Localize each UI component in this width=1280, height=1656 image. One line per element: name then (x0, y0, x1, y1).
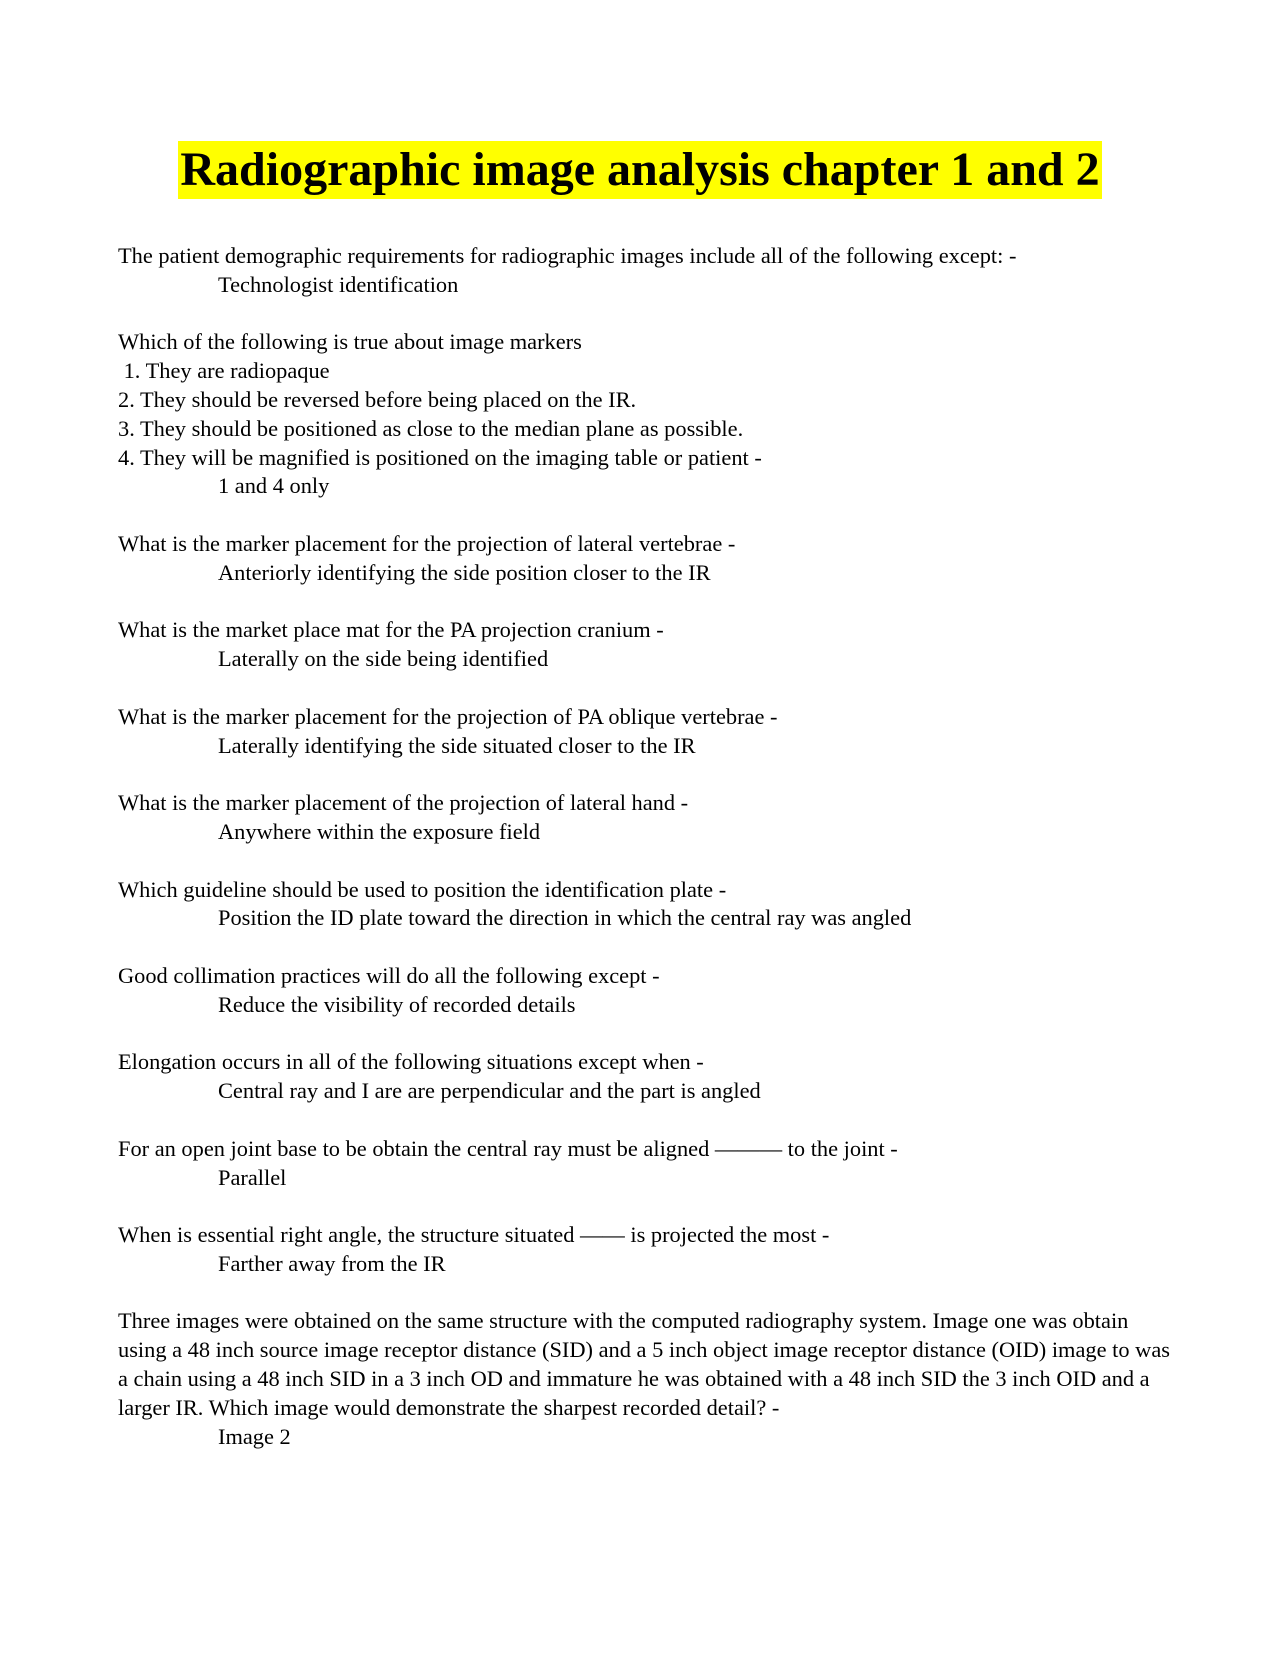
title-container (0, 141, 1280, 199)
question-line: What is the marker placement of the projection of lateral hand - (118, 790, 689, 816)
qa-item (118, 1221, 1178, 1279)
question (118, 1221, 1178, 1250)
question-line: What is the marker placement for the projection of PA oblique vertebrae - (118, 703, 778, 729)
question (118, 328, 1178, 472)
question-line: Good collimation practices will do all the following except - (118, 962, 660, 988)
question (118, 530, 1178, 559)
question (118, 1307, 1178, 1422)
question (118, 616, 1178, 645)
qa-item (118, 703, 1178, 761)
qa-item (118, 789, 1178, 847)
question-line: When is essential right angle, the structure situated —— is projected the most - (118, 1222, 830, 1248)
qa-item (118, 1048, 1178, 1106)
question-line: 1. They are radiopaque (118, 358, 330, 384)
question (118, 876, 1178, 905)
qa-item (118, 1135, 1178, 1193)
qa-item (118, 962, 1178, 1020)
answer: Anteriorly identifying the side position closer to the IR (218, 559, 711, 585)
answer: Position the ID plate toward the direction in which the central ray was angled (218, 905, 912, 931)
qa-item (118, 876, 1178, 934)
qa-item (118, 242, 1178, 300)
question (118, 1135, 1178, 1164)
answer: Image 2 (218, 1423, 291, 1449)
answer: Parallel (218, 1164, 287, 1190)
question (118, 789, 1178, 818)
qa-item (118, 530, 1178, 588)
answer: Central ray and I are are perpendicular and the part is angled (218, 1078, 761, 1104)
question-line: Elongation occurs in all of the following situations except when - (118, 1049, 704, 1075)
question-line: For an open joint base to be obtain the central ray must be aligned ——— to the joint - (118, 1135, 898, 1161)
question-line: 4. They will be magnified is positioned on the imaging table or patient - (118, 444, 762, 470)
question (118, 703, 1178, 732)
answer: 1 and 4 only (218, 473, 330, 499)
answer: Reduce the visibility of recorded details (218, 991, 576, 1017)
question-line: Three images were obtained on the same structure with the computed radiography system. Image one was obtain using a 48 inch source image receptor distance (SID) and a 5 inch object image receptor distance (OID) image to was a chain using a 48 inch SID in a 3 inch OD and immature he was obtained with a 48 inch SID the 3 inch OID and a larger IR. Which image would demonstrate the sharpest recorded detail? - (118, 1308, 1176, 1420)
question-line: 3. They should be positioned as close to the median plane as possible. (118, 415, 744, 441)
answer: Laterally on the side being identified (218, 646, 549, 672)
question-line: The patient demographic requirements for radiographic images include all of the following except: - (118, 243, 1017, 268)
question-line: What is the marker placement for the projection of lateral vertebrae - (118, 530, 736, 556)
answer: Technologist identification (218, 271, 459, 297)
answer: Anywhere within the exposure field (218, 818, 541, 844)
qa-item (118, 1307, 1178, 1451)
question (118, 1048, 1178, 1077)
question-line: 2. They should be reversed before being placed on the IR. (118, 386, 637, 412)
question (118, 962, 1178, 991)
answer: Laterally identifying the side situated closer to the IR (218, 732, 696, 758)
qa-item (118, 616, 1178, 674)
question-line: Which of the following is true about image markers (118, 329, 582, 355)
question (118, 242, 1178, 271)
qa-list (118, 242, 1178, 1480)
answer: Farther away from the IR (218, 1250, 446, 1276)
qa-item (118, 328, 1178, 501)
document-title: Radiographic image analysis chapter 1 and 2 (178, 141, 1101, 199)
question-line: Which guideline should be used to position the identification plate - (118, 876, 727, 902)
question-line: What is the market place mat for the PA projection cranium - (118, 617, 664, 643)
